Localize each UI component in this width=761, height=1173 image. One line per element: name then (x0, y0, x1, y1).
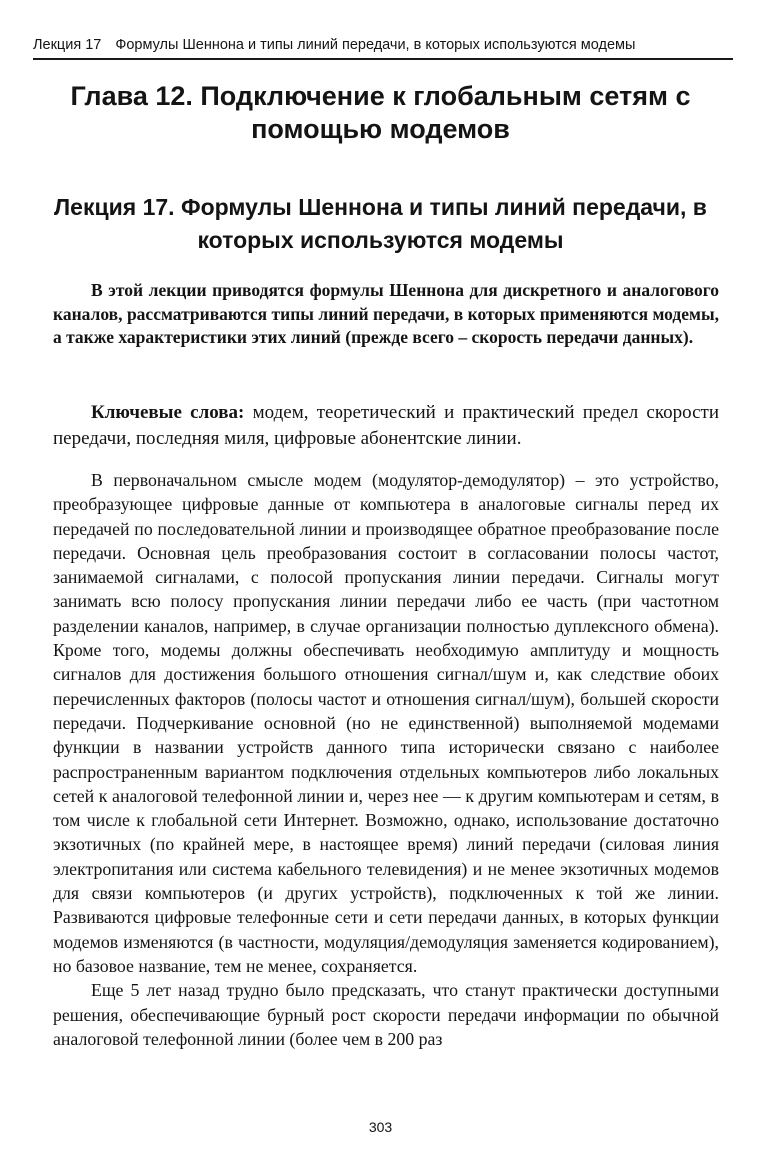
running-header-title: Формулы Шеннона и типы линий передачи, в которых используются модемы (115, 37, 636, 53)
body-text (53, 468, 719, 1051)
chapter-title: Глава 12. Подключение к глобальным сетям с помощью модемов (70, 81, 691, 144)
body-paragraph-1: В первоначальном смысле модем (модулятор-демодулятор) – это устройство, преобразующее цифровые данные от компьютера в аналоговые сигналы перед их передачей по последовательной линии и производящее обратное преобразование после передачи. Основная цель преобразования состоит в согласовании полосы частот, занимаемой сигналами, с полосой пропускания линии передачи. Сигналы могут занимать всю полосу пропускания линии передачи либо ее часть (при частотном разделении каналов, например, в случае организации полностью дуплексного обмена). Кроме того, модемы должны обеспечивать необходимую амплитуду и мощность сигналов для достижения большого отношения сигнал/шум и, как следствие обоих перечисленных факторов (полосы частот и отношения сигнал/шум), большей скорости передачи. Подчеркивание основной (но не единственной) выполняемой модемами функции в названии устройств данного типа исторически связано с наиболее распространенным вариантом подключения отдельных компьютеров либо локальных сетей к аналоговой телефонной линии и, через нее — к другим компьютерам и сетям, в том числе к глобальной сети Интернет. Возможно, однако, использование достаточно экзотичных (по крайней мере, в настоящее время) линий передачи (силовая линия электропитания или система кабельного телевидения) и не менее экзотичных модемов для связи компьютеров (и других устройств), подключенных к той же линии. Развиваются цифровые телефонные сети и сети передачи данных, в которых функции модемов изменяются (в частности, модуляция/демодуляция заменяется кодированием), но базовое название, тем не менее, сохраняется. (53, 470, 719, 976)
page-number: 303 (368, 1119, 393, 1135)
running-header (33, 36, 733, 54)
running-header-lecture-label: Лекция 17 (33, 37, 102, 53)
lecture-title: Лекция 17. Формулы Шеннона и типы линий передачи, в которых используются модемы (54, 194, 707, 253)
body-paragraph-2: Еще 5 лет назад трудно было предсказать, что станут практически доступными решения, обеспечивающие бурный рост скорости передачи информации по обычной аналоговой телефонной линии (более чем в 200 раз (53, 980, 719, 1049)
keywords-paragraph (53, 400, 719, 452)
lecture-abstract: В этой лекции приводятся формулы Шеннона для дискретного и аналогового каналов, рассматриваются типы линий передачи, в которых применяются модемы, а также характеристики этих линий (прежде всего – скорость передачи данных). (53, 280, 719, 347)
header-divider (33, 58, 733, 60)
keywords-label: Ключевые слова: (91, 402, 245, 423)
keywords-text: модем, теоретический и практический предел скорости передачи, последняя миля, цифровые абонентские линии. (53, 402, 719, 449)
